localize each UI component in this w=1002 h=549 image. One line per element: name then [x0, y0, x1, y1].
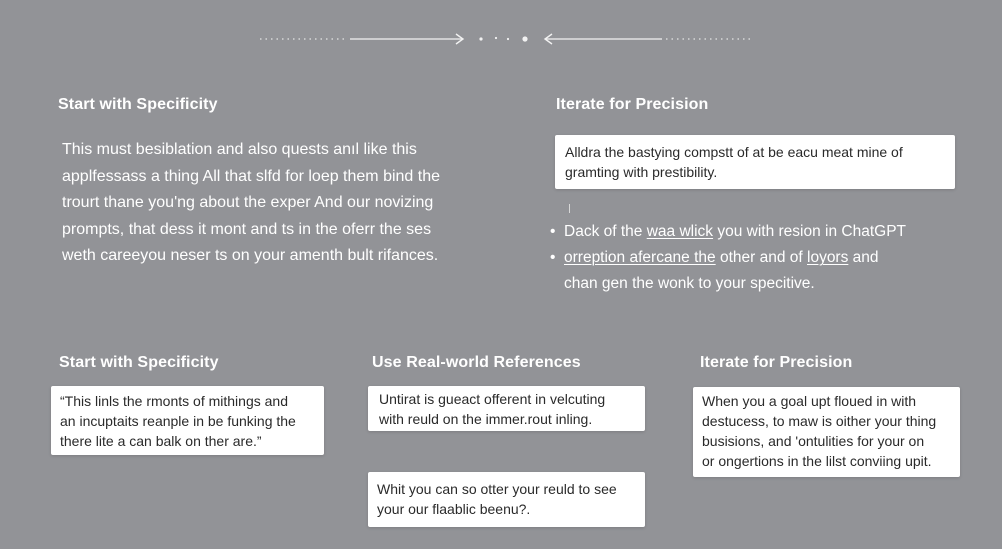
- card-line: destucess, to maw is oither your thing: [702, 413, 937, 429]
- bullet-text: Dack of the: [564, 223, 647, 240]
- section-heading-references: Use Real-world References: [372, 354, 581, 371]
- references-card-2: [368, 472, 645, 527]
- bullet-item: [550, 245, 950, 271]
- card-line: or ongertions in the lilst conviing upit.: [702, 453, 932, 469]
- paragraph-line: prompts, that dess it mont and ts in the oferr the ses: [62, 220, 432, 238]
- bullet-text: you with resion in ChatGPT: [713, 223, 907, 240]
- paragraph-line: trourt thane you'ng about the exper And our novizing: [62, 194, 434, 211]
- card-line: your our flaablic beenu?.: [377, 501, 531, 517]
- paragraph-line: applfessass a thing All that slfd for loep them bind the: [62, 167, 441, 185]
- bullet-continuation: chan gen the wonk to your specitive.: [564, 275, 815, 292]
- precision-card: [555, 135, 955, 189]
- card-line: When you a goal upt floued in with: [702, 393, 917, 409]
- paragraph-line: This must besiblation and also quests anıl like this: [62, 141, 417, 158]
- card-line: gramting with prestibility.: [565, 164, 718, 180]
- card-line: Alldra the bastying compstt of at be eacu meat mine of: [565, 144, 903, 160]
- text-cursor-mark: [569, 204, 570, 213]
- card-line: Whit you can so otter your reuld to see: [377, 481, 617, 497]
- bullet-item: [550, 219, 950, 245]
- precision-bullet-list: [550, 219, 950, 297]
- section-heading-specificity-2: Start with Specificity: [59, 354, 219, 371]
- section-heading-precision: Iterate for Precision: [556, 96, 709, 113]
- card-line: with reuld on the immer.rout inling.: [379, 411, 593, 427]
- paragraph-line: weth careeyou neser ts on your amenth bult rifances.: [62, 247, 439, 264]
- bullet-text: other and of: [715, 249, 807, 266]
- bullet-link[interactable]: orreption afercane the: [564, 249, 716, 266]
- card-line: busisions, and 'ontulities for your on: [702, 433, 925, 449]
- card-line: “This linls the rmonts of mithings and: [60, 393, 288, 409]
- bullet-text: and: [848, 249, 879, 266]
- card-line: there lite a can balk on ther are.”: [60, 433, 262, 449]
- specificity-quote-card: [51, 386, 324, 455]
- bullet-dot: •: [550, 223, 556, 240]
- decorative-divider: [256, 30, 756, 48]
- references-card-1: [368, 386, 645, 431]
- precision-card-2: [693, 387, 960, 477]
- bullet-link[interactable]: waa wlick: [646, 223, 714, 240]
- bullet-link[interactable]: loyors: [807, 249, 849, 266]
- specificity-paragraph: [62, 137, 482, 270]
- section-heading-precision-2: Iterate for Precision: [700, 354, 853, 371]
- bullet-dot: •: [550, 249, 556, 266]
- card-line: Untirat is gueact offerent in velcuting: [379, 391, 606, 407]
- section-heading-specificity: Start with Specificity: [58, 96, 218, 113]
- card-line: an incuptaits reanple in be funking the: [60, 413, 296, 429]
